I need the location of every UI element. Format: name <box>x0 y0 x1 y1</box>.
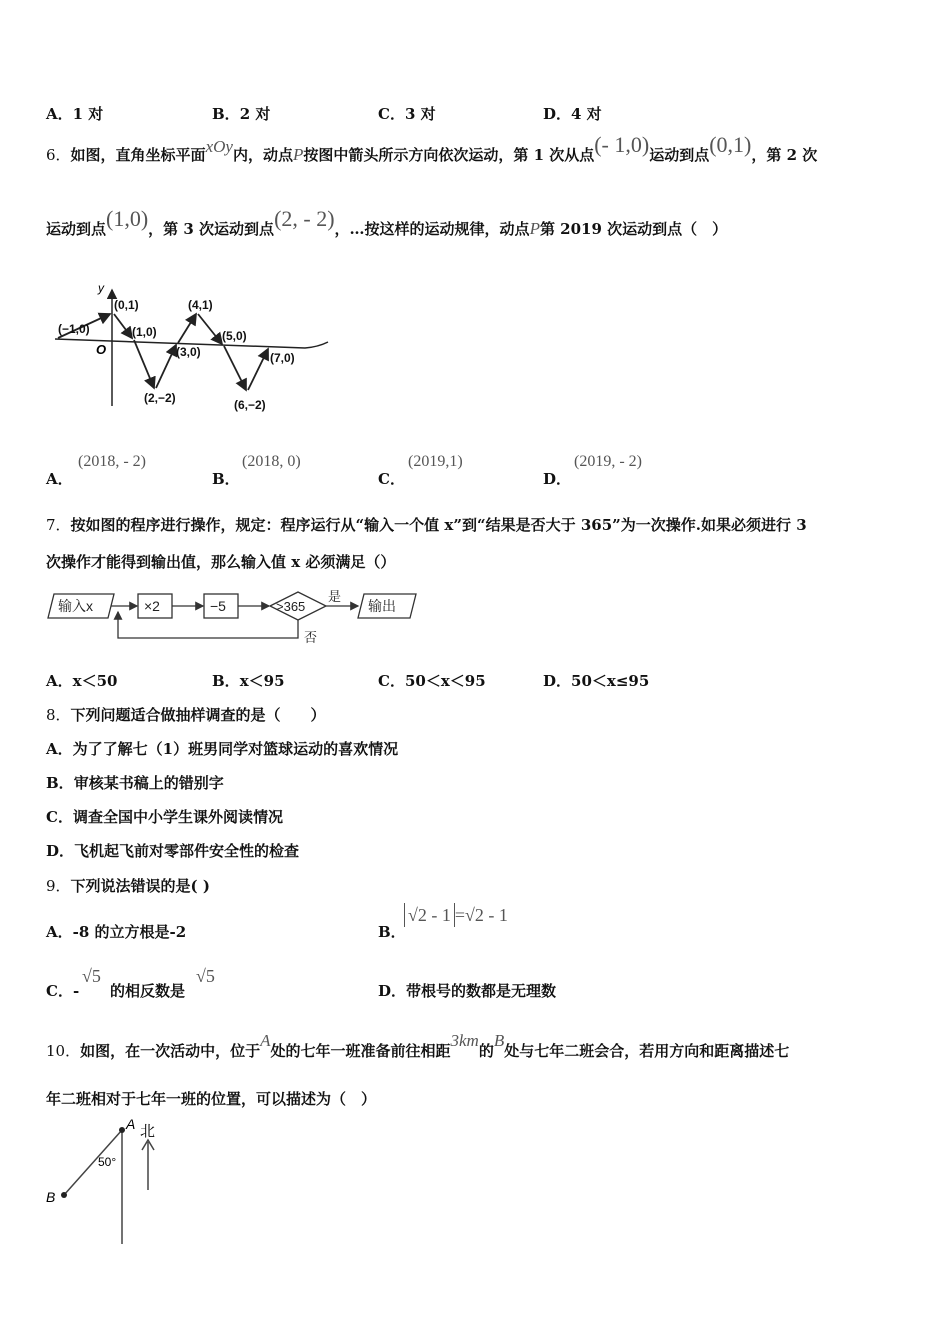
point-a <box>119 1127 125 1133</box>
label-north: 北 <box>140 1123 156 1140</box>
q9-option-d: D．带根号的数都是无理数 <box>378 982 557 1000</box>
point-label: (7,0) <box>270 351 295 365</box>
q6-option-a: A． <box>46 470 73 488</box>
point-label: (−1,0) <box>58 322 90 336</box>
q9-option-c-root: √5 <box>82 966 101 986</box>
q5-option-d: D．4 对 <box>543 105 602 123</box>
q6-line1: 6．如图，直角坐标平面xOy内，动点P按图中箭头所示方向依次运动，第 1 次从点(- 1,0)运动到点(0,1)，第 2 次 <box>46 132 818 164</box>
q7-option-c: C．50＜x＜95 <box>378 672 486 690</box>
q7-option-b: B．x＜95 <box>212 672 285 690</box>
q7-option-d: D．50＜x≤95 <box>543 672 650 690</box>
flow-condition: >365 <box>276 599 306 614</box>
q7-option-a: A．x＜50 <box>46 672 118 690</box>
q7-flowchart <box>44 588 424 648</box>
q6-option-a-value: (2018, - 2) <box>78 453 146 470</box>
q8-question: 8．下列问题适合做抽样调查的是（ ） <box>46 706 326 724</box>
q6-option-b: B． <box>212 470 240 488</box>
flow-no: 否 <box>304 630 318 645</box>
q9-option-c-text: 的相反数是 <box>110 982 186 1000</box>
q6-option-d: D． <box>543 470 572 488</box>
label-a: A <box>126 1116 136 1132</box>
y-axis-label: y <box>98 281 104 295</box>
q5-option-a: A．1 对 <box>46 105 104 123</box>
q10-line2: 年二班相对于七年一班的位置，可以描述为（ ） <box>46 1090 377 1108</box>
point-label: (1,0) <box>132 325 157 339</box>
point-label: (0,1) <box>114 298 139 312</box>
q5-option-c: C．3 对 <box>378 105 436 123</box>
q6-line2: 运动到点(1,0)，第 3 次运动到点(2, - 2)，…按这样的运动规律，动点P第 2019 次运动到点（ ） <box>46 206 728 238</box>
q9-option-b-expr: √2 - 1 =√2 - 1 <box>404 905 508 926</box>
q9-option-c: C．- <box>46 982 80 1000</box>
q8-option-c: C．调查全国中小学生课外阅读情况 <box>46 808 283 826</box>
flow-yes: 是 <box>328 589 342 604</box>
flow-output: 输出 <box>368 598 396 614</box>
q8-option-d: D．飞机起飞前对零部件安全性的检查 <box>46 842 300 860</box>
q7-line2: 次操作才能得到输出值，那么输入值 x 必须满足（） <box>46 553 396 571</box>
point-label: (3,0) <box>176 345 201 359</box>
q10-figure <box>40 1116 180 1246</box>
flow-minus: −5 <box>210 598 226 614</box>
q6-option-c: C． <box>378 470 405 488</box>
q9-question: 9．下列说法错误的是( ) <box>46 877 210 895</box>
point-b <box>61 1192 67 1198</box>
q10-line1: 10．如图，在一次活动中，位于A处的七年一班准备前往相距3km的B处与七年二班会合，若用方向和距离描述七 <box>46 1031 790 1060</box>
q9-option-b: B． <box>378 923 406 941</box>
q5-option-b: B．2 对 <box>212 105 271 123</box>
flow-input: 输入x <box>58 598 93 614</box>
flow-times: ×2 <box>144 598 160 614</box>
q6-figure <box>50 276 340 426</box>
q9-option-a: A．-8 的立方根是-2 <box>46 923 187 941</box>
q6-option-d-value: (2019, - 2) <box>574 453 642 470</box>
point-label: (2,−2) <box>144 391 176 405</box>
q8-option-a: A．为了了解七（1）班男同学对篮球运动的喜欢情况 <box>46 740 399 758</box>
point-label: (6,−2) <box>234 398 266 412</box>
origin-label: O <box>96 342 107 357</box>
q6-option-c-value: (2019,1) <box>408 453 463 470</box>
q7-line1: 7．按如图的程序进行操作，规定：程序运行从“输入一个值 x”到“结果是否大于 365”为一次操作.如果必须进行 3 <box>46 516 807 534</box>
q8-option-b: B．审核某书稿上的错别字 <box>46 774 224 792</box>
q9-option-c-root2: √5 <box>196 966 215 986</box>
q6-option-b-value: (2018, 0) <box>242 453 301 470</box>
point-label: (4,1) <box>188 298 213 312</box>
label-b: B <box>46 1189 56 1205</box>
label-angle: 50° <box>98 1155 117 1169</box>
point-label: (5,0) <box>222 329 247 343</box>
